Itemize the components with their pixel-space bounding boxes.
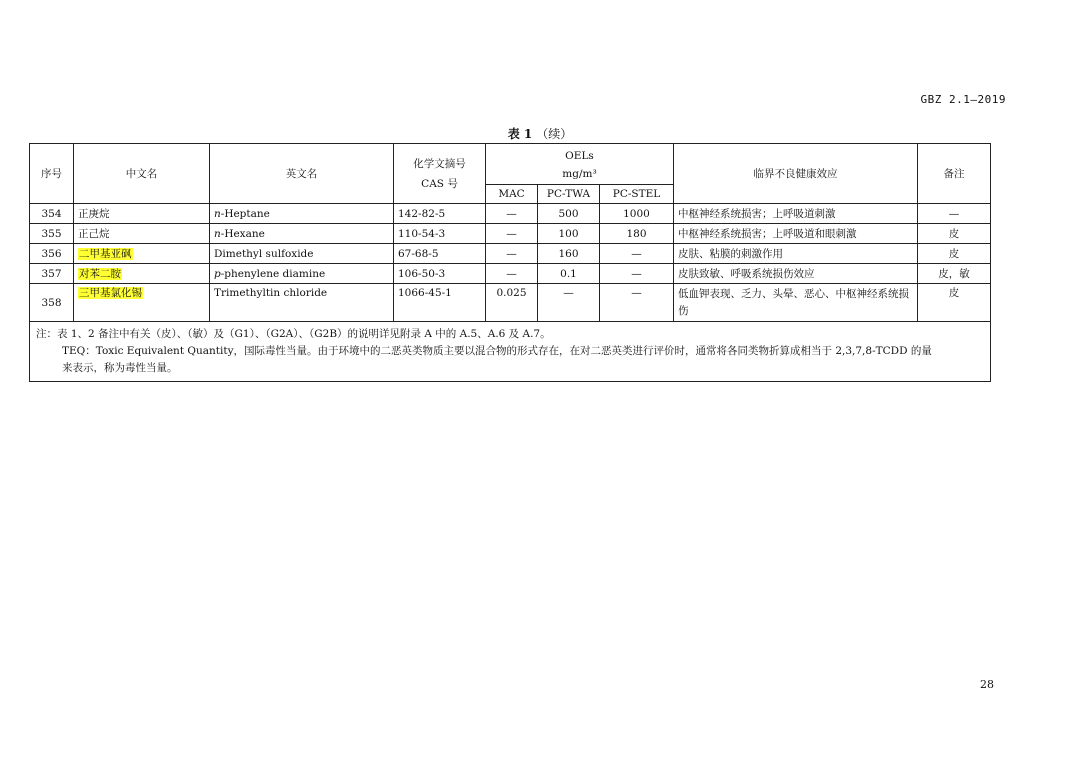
col-header-pc-stel: PC-STEL <box>600 185 674 204</box>
col-header-cas <box>394 144 486 204</box>
cell-remark: — <box>918 204 991 224</box>
cell-cas: 142-82-5 <box>394 204 486 224</box>
col-header-mac: MAC <box>486 185 538 204</box>
cell-pc-twa: 500 <box>538 204 600 224</box>
cn-name-highlighted: 对苯二胺 <box>79 267 121 280</box>
cell-cas: 110-54-3 <box>394 224 486 244</box>
table-row <box>30 244 991 264</box>
col-header-oels-line1: OELs <box>565 149 594 162</box>
col-header-cn-name: 中文名 <box>74 144 210 204</box>
table-row <box>30 224 991 244</box>
col-header-cas-line2: CAS 号 <box>421 177 458 190</box>
cell-pc-stel: 180 <box>600 224 674 244</box>
table-title <box>0 125 1080 142</box>
table-title-sub: （续） <box>536 127 573 141</box>
en-name-rest: -phenylene diamine <box>220 267 326 280</box>
cell-mac: — <box>486 264 538 284</box>
notes-row <box>30 322 991 382</box>
col-header-oels-unit: mg/m³ <box>486 165 674 185</box>
col-header-seq: 序号 <box>30 144 74 204</box>
en-name-prefix: n <box>214 207 221 220</box>
cell-effect: 低血钾表现、乏力、头晕、恶心、中枢神经系统损伤 <box>674 284 918 322</box>
cell-cn-name <box>74 244 210 264</box>
cell-effect: 皮肤、粘膜的刺激作用 <box>674 244 918 264</box>
cell-en-name <box>210 204 394 224</box>
cell-pc-stel: — <box>600 284 674 322</box>
cell-pc-stel: 1000 <box>600 204 674 224</box>
cell-cn-name <box>74 224 210 244</box>
table-row <box>30 204 991 224</box>
oel-table <box>29 143 991 382</box>
table-header <box>30 144 991 204</box>
cell-remark: 皮 <box>918 244 991 264</box>
cell-mac: — <box>486 204 538 224</box>
cn-name-text: 正庚烷 <box>78 207 110 220</box>
note-line-2: TEQ：Toxic Equivalent Quantity，国际毒性当量。由于环境中的二恶英类物质主要以混合物的形式存在，在对二恶英类进行评价时，通常将各同类物折算成相当于 2,3,7,8-TCDD 的量 <box>62 345 932 357</box>
table-row <box>30 264 991 284</box>
cn-name-text: 正己烷 <box>78 227 110 240</box>
cell-effect: 皮肤致敏、呼吸系统损伤效应 <box>674 264 918 284</box>
cell-pc-twa: 160 <box>538 244 600 264</box>
col-header-effect: 临界不良健康效应 <box>674 144 918 204</box>
col-header-oels <box>486 144 674 165</box>
note-line-3: 来表示，称为毒性当量。 <box>62 362 178 374</box>
cell-seq: 356 <box>30 244 74 264</box>
en-name-rest: Trimethyltin chloride <box>214 287 328 299</box>
cell-pc-stel: — <box>600 244 674 264</box>
page-number: 28 <box>980 678 994 691</box>
en-name-rest: Dimethyl sulfoxide <box>214 247 314 260</box>
notes-cell <box>30 322 991 382</box>
cell-cn-name <box>74 264 210 284</box>
cell-mac: — <box>486 224 538 244</box>
cell-remark: 皮，敏 <box>918 264 991 284</box>
cell-en-name <box>210 244 394 264</box>
cell-cn-name <box>74 284 210 322</box>
cell-en-name <box>210 224 394 244</box>
cell-effect: 中枢神经系统损害；上呼吸道刺激 <box>674 204 918 224</box>
table-body <box>30 204 991 382</box>
cell-pc-twa: 0.1 <box>538 264 600 284</box>
cell-cn-name <box>74 204 210 224</box>
cell-en-name <box>210 284 394 322</box>
cell-seq: 358 <box>30 284 74 322</box>
cell-mac: 0.025 <box>486 284 538 322</box>
en-name-prefix: p <box>214 267 221 280</box>
standard-code: GBZ 2.1—2019 <box>920 93 1006 106</box>
cell-seq: 357 <box>30 264 74 284</box>
note-line-1: 注：表 1、2 备注中有关（皮）、（敏）及（G1）、（G2A）、（G2B）的说明详见附录 A 中的 A.5、A.6 及 A.7。 <box>36 328 551 340</box>
cell-pc-stel: — <box>600 264 674 284</box>
cell-cas: 67-68-5 <box>394 244 486 264</box>
cell-cas: 106-50-3 <box>394 264 486 284</box>
cell-cas: 1066-45-1 <box>394 284 486 322</box>
cell-pc-twa: — <box>538 284 600 322</box>
col-header-cas-line1: 化学文摘号 <box>413 157 466 170</box>
col-header-pc-twa: PC-TWA <box>538 185 600 204</box>
en-name-rest: -Heptane <box>220 207 270 220</box>
table-row <box>30 284 991 322</box>
cell-en-name <box>210 264 394 284</box>
col-header-remark: 备注 <box>918 144 991 204</box>
cell-mac: — <box>486 244 538 264</box>
en-name-rest: -Hexane <box>220 227 265 240</box>
cn-name-highlighted: 二甲基亚砜 <box>79 247 132 260</box>
en-name-prefix: n <box>214 227 221 240</box>
col-header-en-name: 英文名 <box>210 144 394 204</box>
cell-remark: 皮 <box>918 284 991 322</box>
cell-remark: 皮 <box>918 224 991 244</box>
cell-effect: 中枢神经系统损害；上呼吸道和眼刺激 <box>674 224 918 244</box>
cell-pc-twa: 100 <box>538 224 600 244</box>
cn-name-highlighted: 三甲基氯化锡 <box>79 287 142 299</box>
cell-seq: 354 <box>30 204 74 224</box>
cell-seq: 355 <box>30 224 74 244</box>
table-title-main: 表 1 <box>507 127 533 141</box>
